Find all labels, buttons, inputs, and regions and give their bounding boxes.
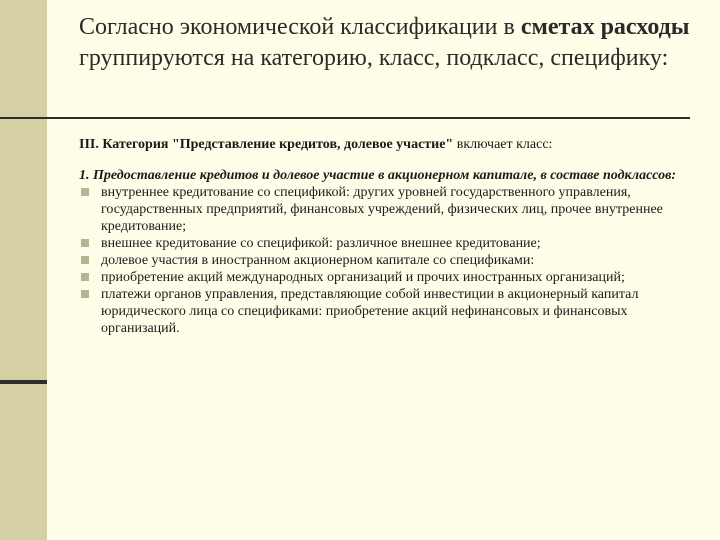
square-bullet-icon xyxy=(81,188,89,196)
slide-title xyxy=(79,12,699,74)
slide-content xyxy=(79,136,679,337)
title-bold-phrase: сметах расходы xyxy=(520,14,690,40)
title-divider xyxy=(0,117,690,119)
list-item xyxy=(79,286,679,337)
list-item-text: приобретение акций международных организаций и прочих иностранных организаций; xyxy=(101,270,625,285)
left-accent-bar xyxy=(0,380,47,384)
category-heading: III. Категория "Представление кредитов, долевое участие" xyxy=(79,137,454,152)
list-item xyxy=(79,235,679,252)
square-bullet-icon xyxy=(81,273,89,281)
category-paragraph xyxy=(79,136,679,153)
left-decorative-band xyxy=(0,0,47,540)
list-item xyxy=(79,252,679,269)
square-bullet-icon xyxy=(81,290,89,298)
title-line-rest: группируются на категорию, класс, подкласс, специфику: xyxy=(79,45,669,71)
list-item-text: платежи органов управления, представляющие собой инвестиции в акционерный капитал юридического лица со спецификами: приобретение акций нефинансовых и финансовых организаций. xyxy=(101,287,639,336)
title-line-start: Согласно экономической классификации в xyxy=(79,14,515,40)
list-item-text: внешнее кредитование со спецификой: различное внешнее кредитование; xyxy=(101,236,541,251)
class-heading-paragraph xyxy=(79,167,679,184)
list-item xyxy=(79,269,679,286)
square-bullet-icon xyxy=(81,239,89,247)
list-item-text: долевое участия в иностранном акционерном капитале со спецификами: xyxy=(101,253,535,268)
subclass-list xyxy=(79,184,679,337)
class-heading: 1. Предоставление кредитов и долевое участие в акционерном капитале, в составе подклассов: xyxy=(79,168,677,183)
square-bullet-icon xyxy=(81,256,89,264)
list-item xyxy=(79,184,679,235)
list-item-text: внутреннее кредитование со спецификой: других уровней государственного управления, государственных предприятий, финансовых учреждений, физических лиц, прочее внутреннее кредитование; xyxy=(101,185,663,234)
category-text: включает класс: xyxy=(456,137,553,152)
